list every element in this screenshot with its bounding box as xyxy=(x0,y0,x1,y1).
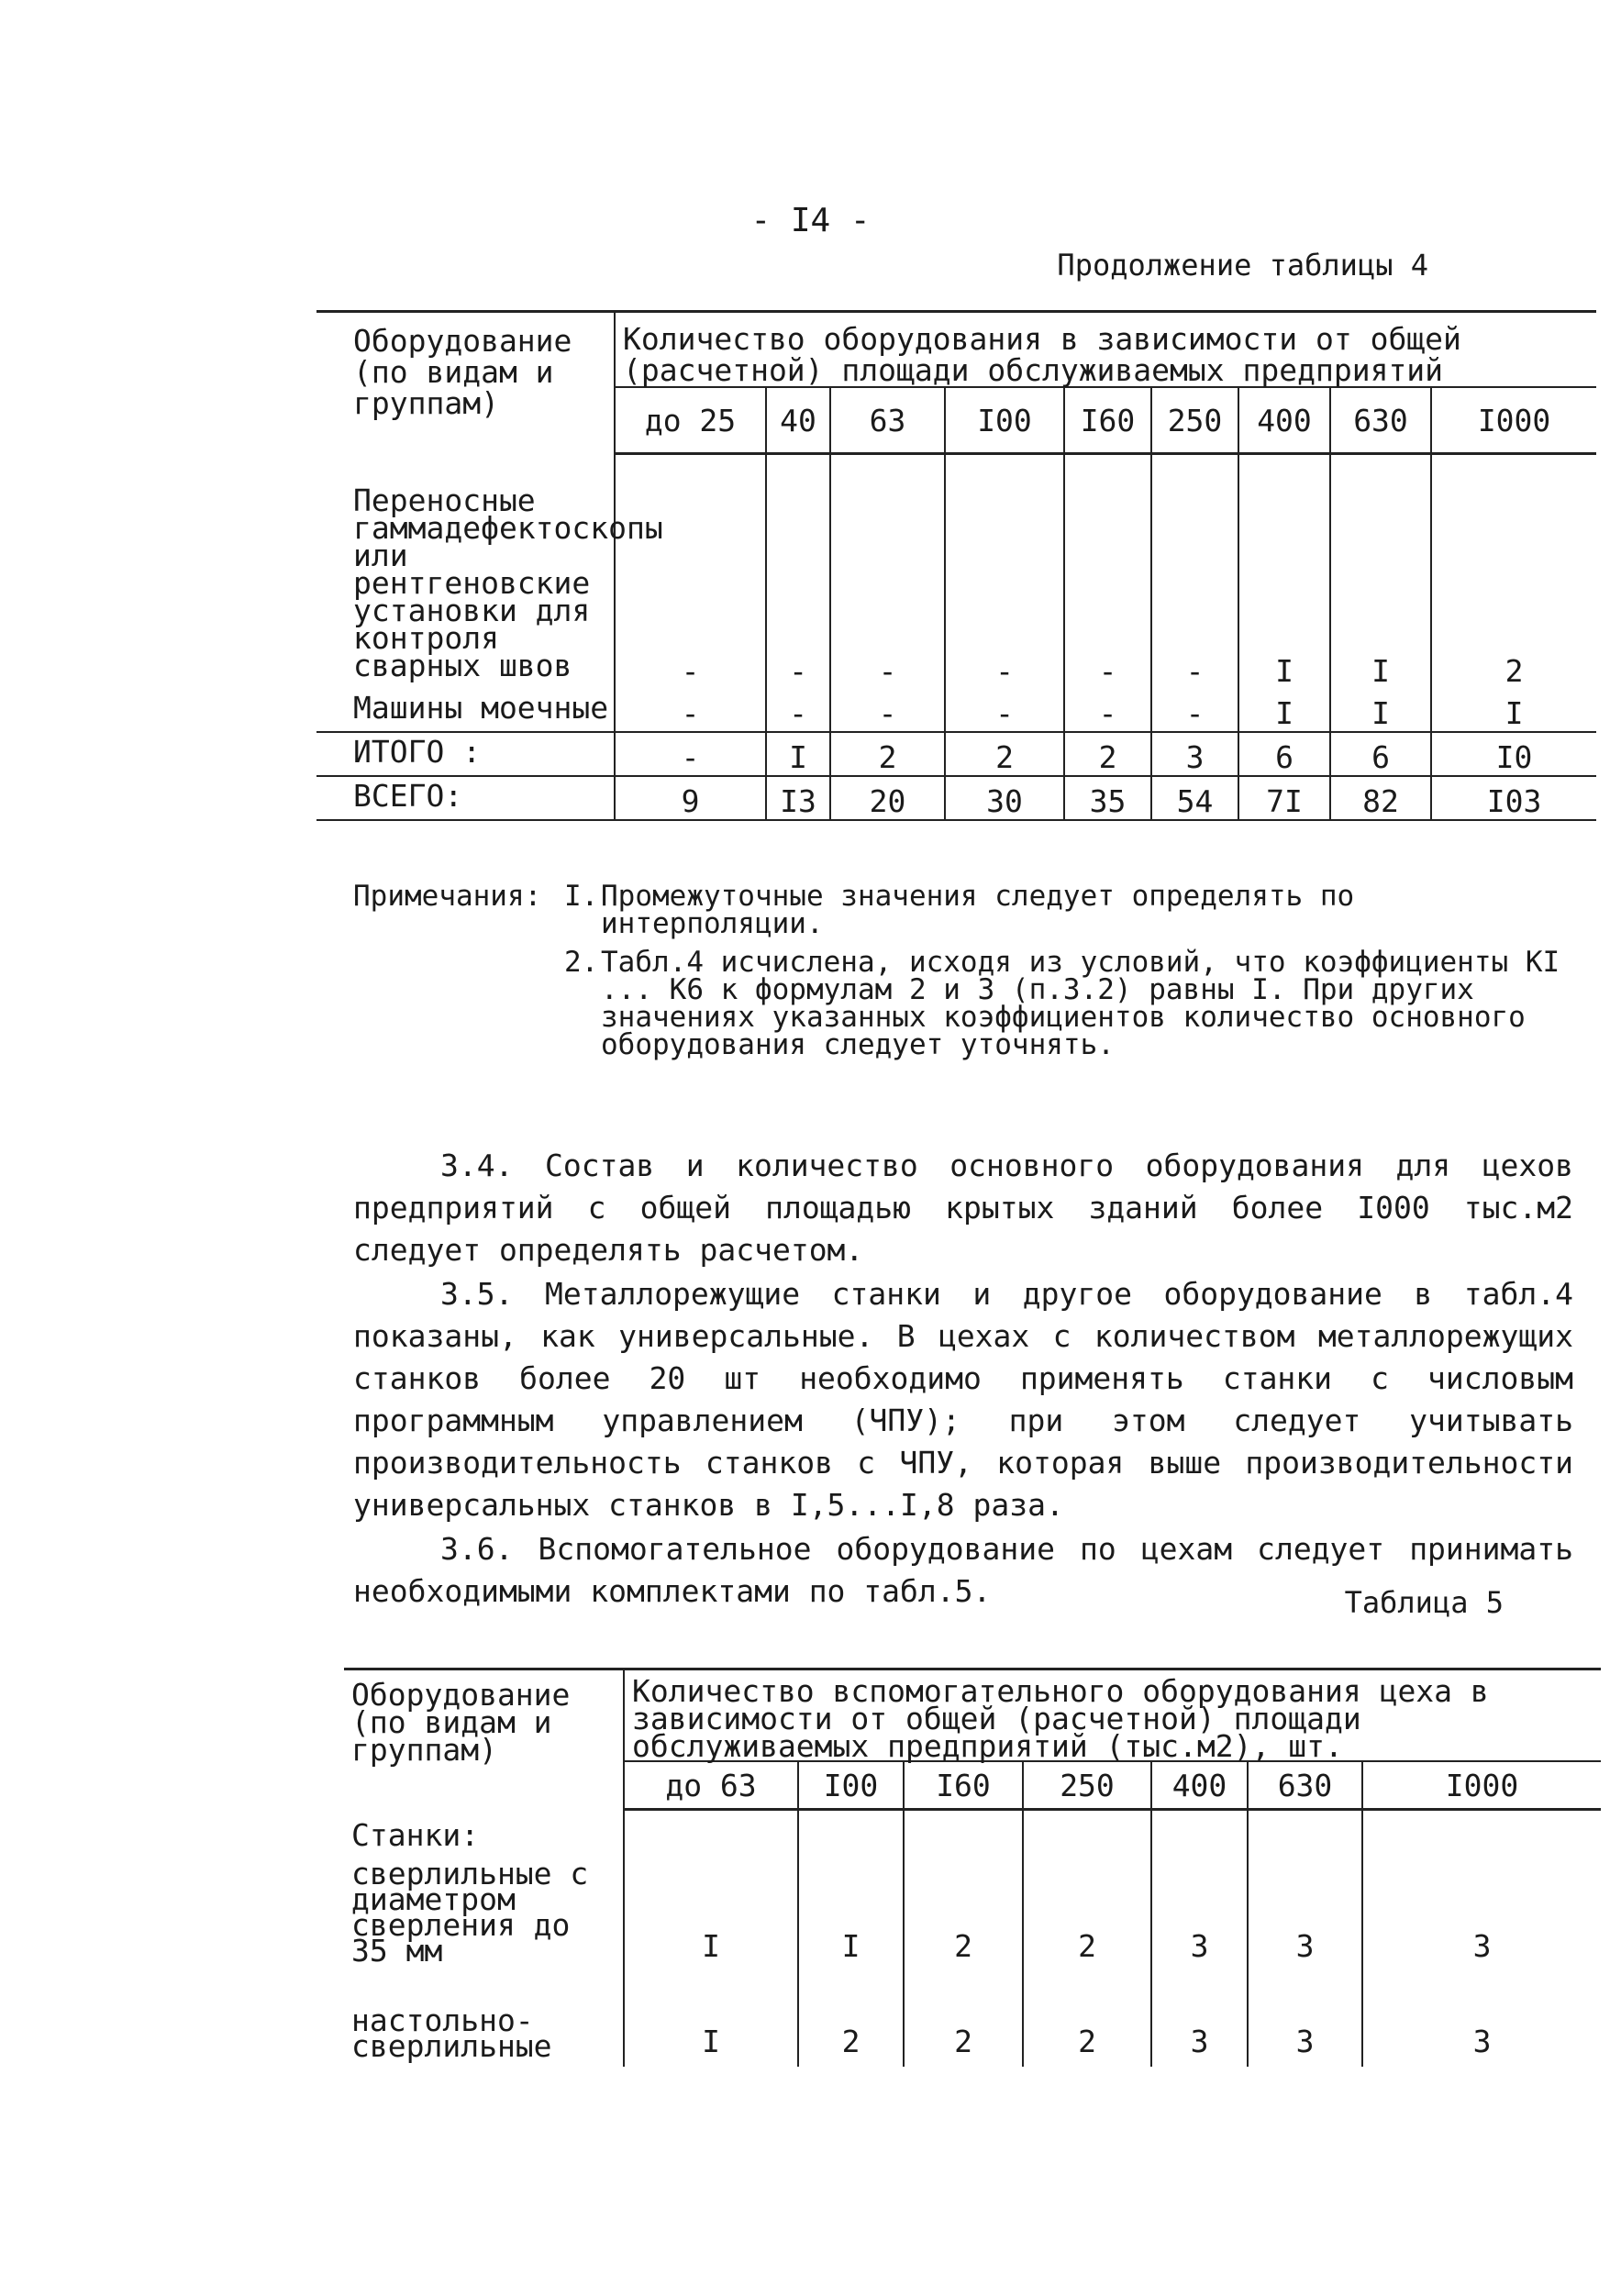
table4-col-header: I00 xyxy=(945,387,1064,454)
table-row-total xyxy=(316,732,1596,776)
table4-col-header: I60 xyxy=(1064,387,1151,454)
section-label: Станки: xyxy=(344,1810,624,1856)
cell: 2 xyxy=(904,1971,1023,2067)
table4-label-header: Оборудование (по видам и группам) xyxy=(316,312,615,454)
table-continuation-caption: Продолжение таблицы 4 xyxy=(1057,248,1428,283)
cell: 7I xyxy=(1238,776,1330,820)
cell: - xyxy=(1151,689,1238,732)
cell: I3 xyxy=(766,776,830,820)
cell: 2 xyxy=(945,732,1064,776)
cell: - xyxy=(1064,689,1151,732)
cell: 3 xyxy=(1362,1856,1601,1971)
row-label: Машины моечные xyxy=(316,689,615,732)
cell: 3 xyxy=(1151,1971,1248,2067)
cell: 3 xyxy=(1248,1856,1362,1971)
table4-col-header: 630 xyxy=(1330,387,1431,454)
note-text: Табл.4 исчислена, исходя из условий, что коэффициенты KI ... K6 к формулам 2 и 3 (п.3.2) равны I. При других значениях указанных коэффициентов количество основного оборудования следует уточнять. xyxy=(601,946,1560,1061)
cell: 54 xyxy=(1151,776,1238,820)
cell: - xyxy=(615,689,766,732)
cell: 35 xyxy=(1064,776,1151,820)
cell: - xyxy=(766,689,830,732)
cell: 2 xyxy=(904,1856,1023,1971)
table4-col-header: I000 xyxy=(1431,387,1596,454)
cell: 82 xyxy=(1330,776,1431,820)
table-4 xyxy=(316,310,1596,821)
cell: I xyxy=(798,1856,904,1971)
cell: - xyxy=(766,454,830,689)
cell: 6 xyxy=(1330,732,1431,776)
note-number: I. xyxy=(564,880,599,913)
cell: 3 xyxy=(1248,1971,1362,2067)
cell: I xyxy=(1330,454,1431,689)
paragraph: 3.6. Вспомогательное оборудование по цехам следует принимать необходимыми комплектами по табл.5. xyxy=(353,1531,1573,1609)
cell: I03 xyxy=(1431,776,1596,820)
cell: I xyxy=(624,1856,798,1971)
cell: 3 xyxy=(1362,1971,1601,2067)
table5-col-header: I00 xyxy=(798,1761,904,1810)
table-row xyxy=(344,1856,1601,1971)
table5-col-header: I60 xyxy=(904,1761,1023,1810)
cell: 2 xyxy=(798,1971,904,2067)
cell: 3 xyxy=(1151,1856,1248,1971)
cell: 6 xyxy=(1238,732,1330,776)
table5-col-header: I000 xyxy=(1362,1761,1601,1810)
row-label: сверлильные с диаметром сверления до 35 мм xyxy=(344,1856,624,1971)
cell: - xyxy=(830,689,945,732)
table5-col-header: 630 xyxy=(1248,1761,1362,1810)
row-label: ВСЕГО: xyxy=(316,776,615,820)
paragraph: 3.5. Металлорежущие станки и другое оборудование в табл.4 показаны, как универсальные. В цехах с количеством металлорежущих станков более 20 шт необходимо применять станки с числовым программным управлением (ЧПУ); при этом следует учитывать производительность станков с ЧПУ, которая выше производительности универсальных станков в I,5...I,8 раза. xyxy=(353,1276,1573,1523)
cell: 20 xyxy=(830,776,945,820)
cell: 9 xyxy=(615,776,766,820)
table4-col-header: 400 xyxy=(1238,387,1330,454)
cell: - xyxy=(1151,454,1238,689)
table4-col-header: до 25 xyxy=(615,387,766,454)
note-number: 2. xyxy=(564,946,599,979)
table5-label-header: Оборудование (по видам и группам) xyxy=(344,1669,624,1810)
cell: 2 xyxy=(1064,732,1151,776)
cell: 2 xyxy=(830,732,945,776)
table-row xyxy=(344,1971,1601,2067)
cell: - xyxy=(830,454,945,689)
table4-col-header: 250 xyxy=(1151,387,1238,454)
cell: I xyxy=(766,732,830,776)
table-row xyxy=(316,689,1596,732)
table-5 xyxy=(344,1668,1601,2067)
table4-description-header: Количество оборудования в зависимости от общей (расчетной) площади обслуживаемых предприятий xyxy=(615,312,1596,388)
cell: - xyxy=(945,454,1064,689)
row-label: ИТОГО : xyxy=(316,732,615,776)
row-label: настольно-сверлильные xyxy=(344,1971,624,2067)
table4-col-header: 63 xyxy=(830,387,945,454)
cell: - xyxy=(615,454,766,689)
table-row xyxy=(316,454,1596,689)
page-number: - I4 - xyxy=(750,202,871,239)
body-text xyxy=(353,1145,1573,1614)
cell: - xyxy=(1064,454,1151,689)
note-text: Промежуточные значения следует определять по интерполяции. xyxy=(601,880,1355,940)
table-row-grand-total xyxy=(316,776,1596,820)
table5-col-header: 250 xyxy=(1023,1761,1151,1810)
cell: 2 xyxy=(1431,454,1596,689)
cell: I0 xyxy=(1431,732,1596,776)
cell: - xyxy=(945,689,1064,732)
table5-description-header: Количество вспомогательного оборудования цеха в зависимости от общей (расчетной) площади обслуживаемых предприятий (тыс.м2), шт. xyxy=(624,1669,1601,1762)
table5-title: Таблица 5 xyxy=(1344,1585,1504,1620)
cell: I xyxy=(1238,689,1330,732)
cell: 2 xyxy=(1023,1971,1151,2067)
notes-block xyxy=(353,882,1582,1070)
table4-col-header: 40 xyxy=(766,387,830,454)
paragraph: 3.4. Состав и количество основного оборудования для цехов предприятий с общей площадью крытых зданий более I000 тыс.м2 следует определять расчетом. xyxy=(353,1148,1573,1268)
table5-col-header: 400 xyxy=(1151,1761,1248,1810)
cell: - xyxy=(615,732,766,776)
cell: I xyxy=(1431,689,1596,732)
row-label: Переносные гаммадефектоскопы или рентгеновские установки для контроля сварных швов xyxy=(316,454,615,689)
cell: 2 xyxy=(1023,1856,1151,1971)
cell: 30 xyxy=(945,776,1064,820)
cell: 3 xyxy=(1151,732,1238,776)
table-section-row xyxy=(344,1810,1601,1856)
cell: I xyxy=(1238,454,1330,689)
cell: I xyxy=(1330,689,1431,732)
notes-title: Примечания: xyxy=(353,880,542,913)
cell: I xyxy=(624,1971,798,2067)
table5-col-header: до 63 xyxy=(624,1761,798,1810)
